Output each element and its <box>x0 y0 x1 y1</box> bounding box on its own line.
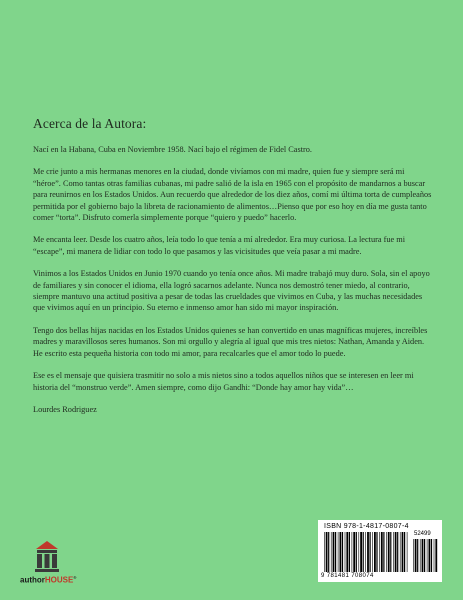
barcode-addon-bars <box>413 539 438 572</box>
barcode-bar <box>427 539 428 572</box>
barcode-bar <box>404 532 405 572</box>
barcode-bar <box>435 539 437 572</box>
barcode-bar <box>386 532 387 572</box>
bio-paragraph-6: Ese es el mensaje que quisiera trasmitir no solo a mis nietos sino a todos aquellos niños que se interesen en leer mi historia del “monstruo verde”. Amen siempre, como dijo Gandhi: “Donde hay amor hay vida”… <box>33 371 414 392</box>
bio-paragraph-5: Tengo dos bellas hijas nacidas en los Estados Unidos quienes se han convertido en unas magníficas mujeres, increíbles madres y maravillosos seres humanos. Son mi orgullo y alegría al igual que mis tres nietos: Nathan, Amanda y Aiden. He escrito esta pequeña historia con todo mi amor, para recalcarles que el amor todo lo puede. <box>33 325 428 358</box>
isbn-barcode <box>318 520 442 582</box>
barcode-bar <box>338 532 339 572</box>
barcode-bar <box>324 532 325 572</box>
barcode-bar <box>352 532 353 572</box>
bio-paragraph-3: Me encanta leer. Desde los cuatro años, leía todo lo que tenía a mí alrededor. Era muy curiosa. La lectura fue mi “escape”, mi manera de lidiar con todo lo que pasamos y las vicisitudes que veía pasar a mi madre. <box>33 235 406 256</box>
barcode-bar <box>346 532 348 572</box>
barcode-bar <box>395 532 397 572</box>
isbn-text: ISBN 978-1-4817-0807-4 <box>324 523 409 530</box>
barcode-bar <box>342 532 343 572</box>
barcode-bar <box>365 532 366 572</box>
barcode-bar <box>400 532 401 572</box>
publisher-name-part1: author <box>20 575 45 585</box>
barcode-bar <box>370 532 371 572</box>
author-bio <box>33 116 433 415</box>
publisher-name <box>20 575 76 585</box>
barcode-bar <box>359 532 360 572</box>
barcode-bar <box>422 539 424 572</box>
barcode-bar <box>413 539 414 572</box>
barcode-bar <box>431 539 432 572</box>
barcode-bar <box>429 539 431 572</box>
registered-mark: ® <box>73 575 77 580</box>
barcode-bar <box>326 532 328 572</box>
barcode-bar <box>374 532 376 572</box>
bio-paragraph-4: Vinimos a los Estados Unidos en Junio 1970 cuando yo tenía once años. Mi madre trabajó muy duro. Sola, sin el apoyo de familiares y sin conocer el idioma, ella logró sacarnos adelante. Nunca nos demostró tener miedo, al contrario, siempre mantuvo una actitud positiva a pesar de todas las crueldades que vivimos en Cuba, y las muchas necesidades que vivimos aquí en un principio. Su eterno e inmenso amor han sido mi mayor inspiración. <box>33 269 430 313</box>
barcode-bar <box>420 539 421 572</box>
barcode-bar <box>397 532 398 572</box>
bio-heading: Acerca de la Autora: <box>33 116 147 131</box>
barcode-bar <box>390 532 391 572</box>
barcode-bar <box>331 532 332 572</box>
barcode-bar <box>383 532 384 572</box>
barcode-bar <box>434 539 435 572</box>
barcode-bar <box>407 532 408 572</box>
barcode-bar <box>424 539 425 572</box>
barcode-bar <box>402 532 404 572</box>
barcode-bar <box>372 532 373 572</box>
barcode-addon-number: 52499 <box>414 531 431 537</box>
barcode-bar <box>335 532 336 572</box>
barcode-bar <box>340 532 342 572</box>
barcode-bar <box>353 532 355 572</box>
barcode-bar <box>349 532 350 572</box>
barcode-bar <box>360 532 362 572</box>
publisher-logo <box>20 540 100 588</box>
barcode-bar <box>363 532 364 572</box>
barcode-bar <box>417 539 418 572</box>
bio-paragraph-1: Nací en la Habana, Cuba en Noviembre 1958. Nací bajo el régimen de Fidel Castro. <box>33 145 313 154</box>
barcode-bar <box>367 532 369 572</box>
barcode-digits: 9 781481 708074 <box>321 573 374 579</box>
barcode-bar <box>333 532 335 572</box>
barcode-bar <box>379 532 380 572</box>
barcode-bars <box>324 532 408 572</box>
house-books-icon <box>34 540 60 572</box>
barcode-bar <box>381 532 383 572</box>
barcode-bar <box>393 532 394 572</box>
publisher-name-part2: HOUSE <box>44 575 74 585</box>
barcode-bar <box>345 532 346 572</box>
author-signature: Lourdes Rodriguez <box>33 404 97 414</box>
barcode-bar <box>356 532 357 572</box>
barcode-bar <box>376 532 377 572</box>
barcode-bar <box>415 539 417 572</box>
barcode-bar <box>388 532 390 572</box>
bio-paragraph-2: Me crie junto a mis hermanas menores en la ciudad, donde vivíamos con mi madre, quien fue y siempre será mi “héroe”. Como tantas otras familias cubanas, mi padre salió de la isla en 1965 con el propósito de mandarnos a buscar para reunirnos en los Estados Unidos. Aun recuerdo que alrededor de los diez años, comí mi última torta de cumpleaños permitida por el gobierno bajo la libreta de racionamiento de alimentos…Pienso que por eso hoy en día me gusta tanto comer “torta”. Disfruto comerla simplemente porque “quiero y puedo” hacerlo. <box>33 167 432 223</box>
barcode-bar <box>328 532 329 572</box>
